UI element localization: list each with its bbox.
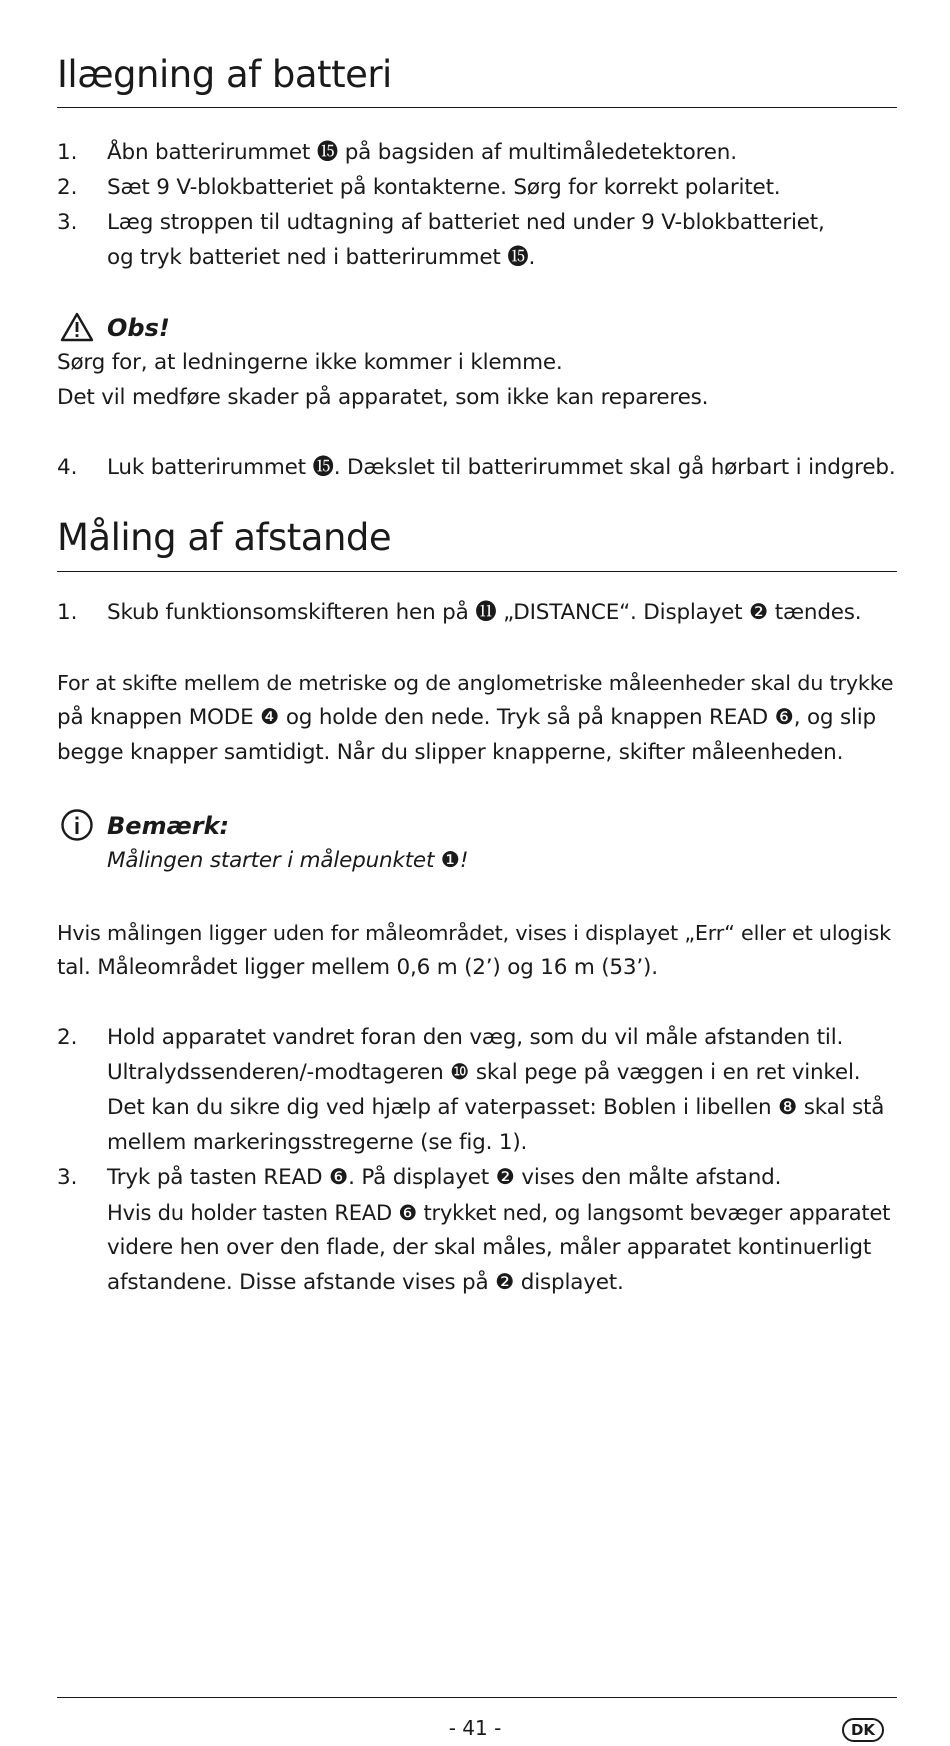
warning-text: Sørg for, at ledningerne ikke kommer i klemme. (57, 350, 563, 375)
paragraph-line: på knappen MODE ❹ og holde den nede. Tryk så på knappen READ ❻, og slip (57, 705, 876, 730)
step-text: Det kan du sikre dig ved hjælp af vaterpasset: Boblen i libellen ❽ skal stå (107, 1095, 885, 1120)
step-number: 3. (57, 210, 78, 235)
footer-rule (57, 1697, 897, 1698)
paragraph-line: tal. Måleområdet ligger mellem 0,6 m (2’) og 16 m (53’). (57, 955, 658, 980)
step-number: 1. (57, 140, 78, 165)
paragraph-line: For at skifte mellem de metriske og de anglometriske måleenheder skal du trykke (57, 671, 894, 695)
step-text: og tryk batteriet ned i batterirummet ⓯. (107, 245, 536, 270)
step-text: Åbn batterirummet ⓯ på bagsiden af multimåledetektoren. (107, 140, 737, 165)
step-number: 1. (57, 600, 78, 625)
info-icon (60, 808, 94, 842)
warning-triangle-icon (60, 311, 94, 343)
step-text: afstandene. Disse afstande vises på ❷ displayet. (107, 1270, 624, 1295)
step-text: Læg stroppen til udtagning af batteriet ned under 9 V-blokbatteriet, (107, 210, 825, 235)
step-text: mellem markeringsstregerne (se fig. 1). (107, 1130, 528, 1155)
step-text: Luk batterirummet ⓯. Dækslet til batterirummet skal gå hørbart i indgreb. (107, 455, 896, 480)
note-text: Målingen starter i målepunktet ❶! (107, 848, 469, 873)
step-text: Hvis du holder tasten READ ❻ trykket ned, og langsomt bevæger apparatet (107, 1201, 891, 1225)
step-number: 2. (57, 1025, 78, 1050)
section-title-battery: Ilægning af batteri (57, 53, 392, 96)
language-badge: DK (842, 1718, 884, 1742)
note-title: Bemærk: (107, 812, 230, 840)
section-rule (57, 571, 897, 572)
warning-title: Obs! (107, 314, 170, 342)
step-text: Tryk på tasten READ ❻. På displayet ❷ vises den målte afstand. (107, 1165, 782, 1190)
step-text: Sæt 9 V-blokbatteriet på kontakterne. Sørg for korrekt polaritet. (107, 175, 781, 200)
page-number: - 41 - (448, 1716, 502, 1740)
step-text: Skub funktionsomskifteren hen på ⓫ „DISTANCE“. Displayet ❷ tændes. (107, 600, 862, 625)
step-number: 2. (57, 175, 78, 200)
step-number: 4. (57, 455, 78, 480)
step-number: 3. (57, 1165, 78, 1190)
section-rule (57, 107, 897, 108)
section-title-distance: Måling af afstande (57, 516, 392, 559)
paragraph-line: Hvis målingen ligger uden for måleområdet, vises i displayet „Err“ eller et ulogisk (57, 921, 891, 945)
warning-text: Det vil medføre skader på apparatet, som ikke kan repareres. (57, 385, 709, 410)
manual-page (57, 0, 897, 1746)
step-text: Hold apparatet vandret foran den væg, som du vil måle afstanden til. (107, 1025, 844, 1050)
step-text: videre hen over den flade, der skal måles, måler apparatet kontinuerligt (107, 1235, 872, 1260)
paragraph-line: begge knapper samtidigt. Når du slipper knapperne, skifter måleenheden. (57, 740, 844, 765)
step-text: Ultralydssenderen/-modtageren ❿ skal pege på væggen i en ret vinkel. (107, 1060, 861, 1085)
